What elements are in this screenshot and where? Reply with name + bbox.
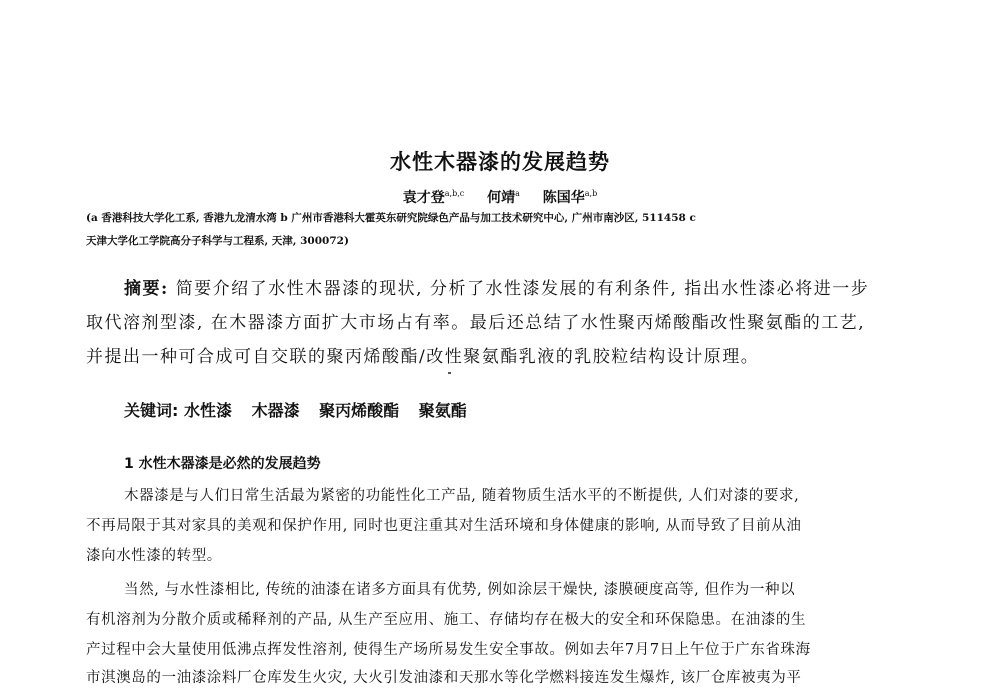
- body-text-line: 不再局限于其对家具的美观和保护作用, 同时也更注重其对生活环境和身体健康的影响, 从而导致了目前从油: [86, 518, 802, 534]
- abstract-line: [124, 274, 869, 299]
- abstract-line: 取代溶剂型漆, 在木器漆方面扩大市场占有率。最后还总结了水性聚丙烯酸酯改性聚氨酯的工艺,: [86, 313, 866, 333]
- body-text-line: 市淇澳岛的一油漆涂料厂仓库发生火灾, 大火引发油漆和天那水等化学燃料接连发生爆炸, 该厂仓库被夷为平: [86, 670, 802, 686]
- keyword: 聚氨酯: [418, 401, 467, 420]
- keywords-line: [124, 398, 481, 421]
- author: [403, 190, 464, 206]
- author-name: 何靖: [487, 190, 516, 206]
- keywords-label: 关键词:: [124, 401, 179, 420]
- scan-speck: [448, 372, 451, 374]
- affiliation-line: 天津大学化工学院高分子科学与工程系, 天津, 300072): [86, 235, 349, 247]
- author-affil-mark: a,b: [584, 189, 598, 198]
- body-text-line: 漆向水性漆的转型。: [86, 548, 222, 564]
- body-text-line: 木器漆是与人们日常生活最为紧密的功能性化工产品, 随着物质生活水平的不断提供, 人们对漆的要求,: [124, 488, 800, 504]
- abstract-text: 简要介绍了水性木器漆的现状, 分析了水性漆发展的有利条件, 指出水性漆必将进一步: [175, 279, 870, 299]
- author-affil-mark: a,b,c: [444, 189, 465, 198]
- section-heading: 1 水性木器漆是必然的发展趋势: [124, 456, 321, 472]
- body-text-line: 产过程中会大量使用低沸点挥发性溶剂, 使得生产场所易发生安全事故。例如去年7月7日上午位于广东省珠海: [86, 642, 811, 658]
- author-list: [0, 187, 1000, 207]
- author: [487, 190, 520, 206]
- author-name: 陈国华: [542, 190, 585, 206]
- affiliation-line: (a 香港科技大学化工系, 香港九龙清水湾 b 广州市香港科大霍英东研究院绿色产品与加工技术研究中心, 广州市南沙区, 511458 c: [86, 212, 696, 224]
- keyword: 水性漆: [183, 401, 232, 420]
- abstract-line: 并提出一种可合成可自交联的聚丙烯酸酯/改性聚氨酯乳液的乳胶粒结构设计原理。: [86, 347, 760, 367]
- author-name: 袁才登: [402, 190, 445, 206]
- keyword: 聚丙烯酸酯: [319, 401, 400, 420]
- body-text-line: 当然, 与水性漆相比, 传统的油漆在诸多方面具有优势, 例如涂层干燥快, 漆膜硬度高等, 但作为一种以: [124, 582, 796, 598]
- abstract-label: 摘要:: [124, 279, 169, 299]
- author-affil-mark: a: [515, 189, 520, 198]
- keyword: 木器漆: [251, 401, 300, 420]
- paper-title: 水性木器漆的发展趋势: [390, 150, 610, 174]
- body-text-line: 有机溶剂为分散介质或稀释剂的产品, 从生产至应用、施工、存储均存在极大的安全和环保隐患。在油漆的生: [86, 612, 807, 628]
- author: [543, 190, 597, 206]
